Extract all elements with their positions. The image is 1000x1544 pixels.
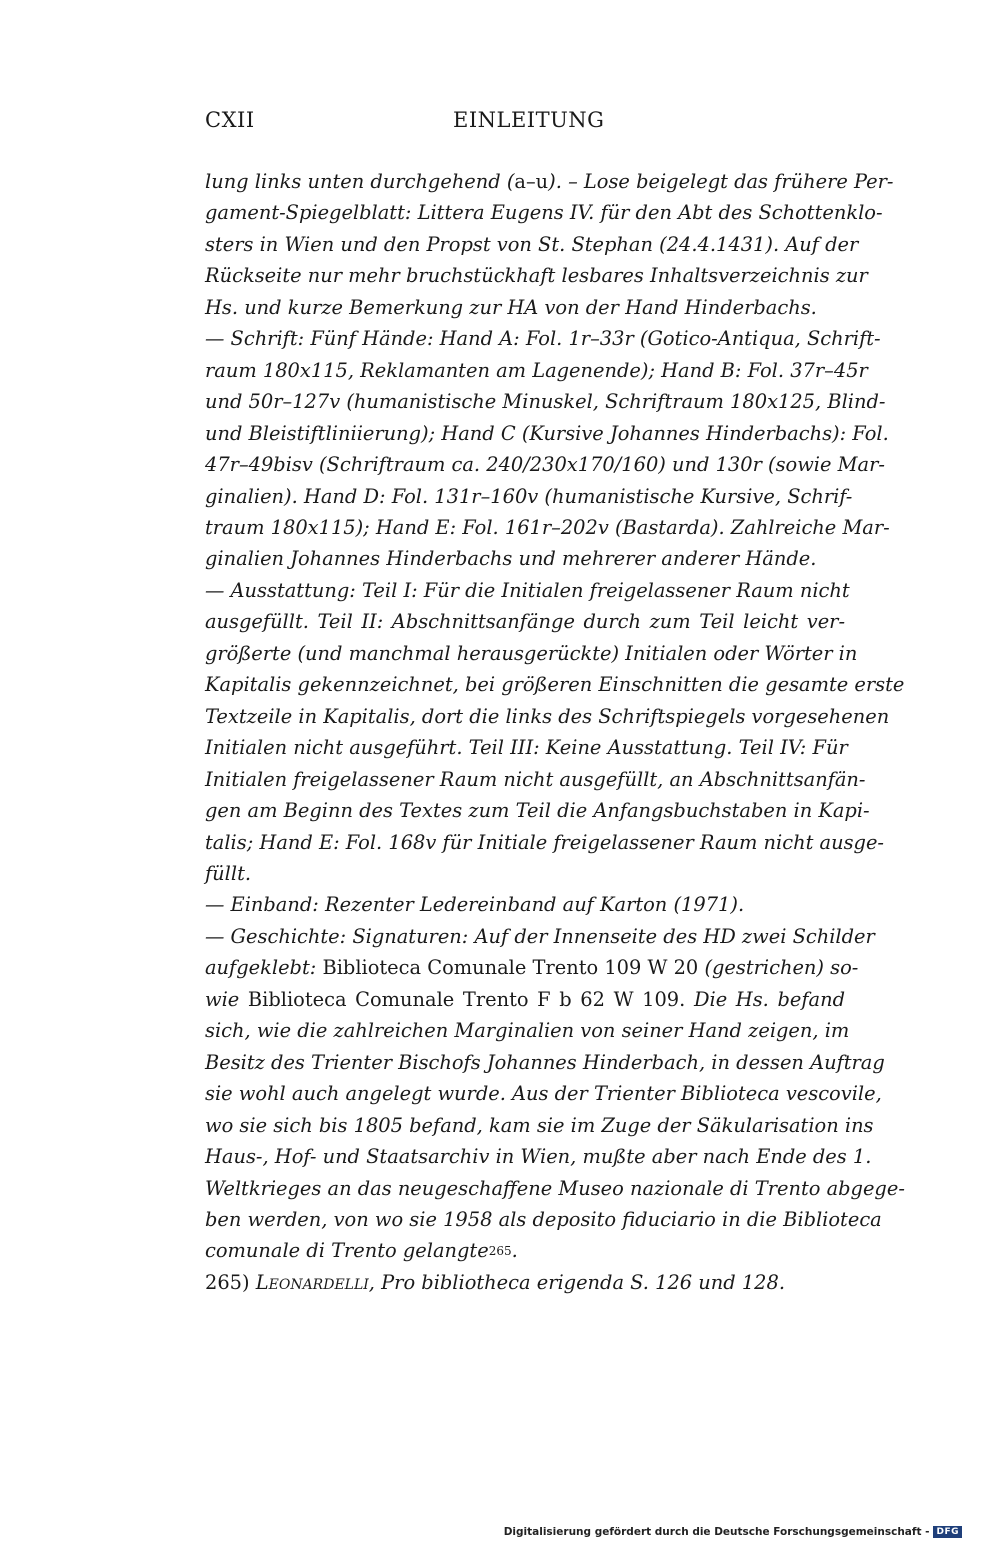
text-segment: lung links unten durchgehend ( xyxy=(205,170,515,193)
text-line xyxy=(205,1015,850,1046)
text-segment: und 50r–127v (humanistische Minuskel, Schriftraum 180x125, Blind- xyxy=(205,390,886,414)
text-segment: sters in Wien und den Propst von St. Stephan (24.4.1431). Auf der xyxy=(205,232,859,256)
text-segment: Textzeile in Kapitalis, dort die links des Schriftspiegels vorgesehenen xyxy=(205,704,890,728)
text-segment: wie xyxy=(205,987,248,1011)
text-segment: talis; Hand E: Fol. 168v für Initiale freigelassener Raum nicht ausge- xyxy=(205,830,884,854)
text-line xyxy=(205,638,858,669)
digitization-credit xyxy=(504,1526,962,1538)
text-line xyxy=(205,952,859,983)
text-line xyxy=(205,1173,905,1204)
footnote xyxy=(205,1268,845,1298)
text-segment: . xyxy=(511,1239,518,1263)
text-line xyxy=(205,732,848,763)
text-line xyxy=(205,701,890,732)
text-segment: und Bleistiftliniierung); Hand C (Kursive Johannes Hinderbachs): Fol. xyxy=(205,421,889,445)
text-line xyxy=(205,1078,882,1109)
text-segment: — Ausstattung: Teil I: Für die Initialen freigelassener Raum nicht xyxy=(205,578,850,602)
text-segment: aufgeklebt: xyxy=(205,956,323,980)
text-segment: raum 180x115, Reklamanten am Lagenende); Hand B: Fol. 37r–45r xyxy=(205,358,868,382)
text-segment: Initialen freigelassener Raum nicht ausgefüllt, an Abschnittsanfän- xyxy=(205,767,866,791)
text-line xyxy=(205,418,889,449)
text-line xyxy=(205,921,875,952)
text-segment: gament-Spiegelblatt: Littera Eugens IV. für den Abt des Schottenklo- xyxy=(205,201,883,225)
text-segment: sich, wie die zahlreichen Marginalien von seiner Hand zeigen, im xyxy=(205,1019,850,1043)
text-segment: größerte (und manchmal herausgerückte) Initialen oder Wörter in xyxy=(205,641,858,665)
text-segment: füllt. xyxy=(205,861,252,885)
text-line xyxy=(205,386,886,417)
text-line xyxy=(205,1235,845,1266)
text-segment: — Schrift: Fünf Hände: Hand A: Fol. 1r–33r (Gotico-Antiqua, Schrift- xyxy=(205,327,881,351)
text-line xyxy=(205,984,845,1015)
text-segment: Hs. und kurze Bemerkung zur HA von der Hand Hinderbachs. xyxy=(205,295,817,319)
text-segment: — Einband: Rezenter Ledereinband auf Karton (1971). xyxy=(205,893,745,917)
text-segment: comunale di Trento gelangte xyxy=(205,1239,489,1263)
text-line xyxy=(205,606,845,637)
text-line xyxy=(205,669,905,700)
text-segment: ginalien Johannes Hinderbachs und mehrerer anderer Hände. xyxy=(205,547,817,571)
text-line xyxy=(205,449,885,480)
text-line xyxy=(205,197,883,228)
footnote-number: 265) xyxy=(205,1271,256,1294)
text-line xyxy=(205,1141,872,1172)
text-segment: Kapitalis gekennzeichnet, bei größeren Einschnitten die gesamte erste xyxy=(205,673,905,697)
text-segment: sie wohl auch angelegt wurde. Aus der Trienter Biblioteca vescovile, xyxy=(205,1082,882,1106)
footnote-author: Leonardelli xyxy=(255,1271,369,1294)
text-segment: Biblioteca Comunale Trento F b 62 W 109. xyxy=(247,987,694,1011)
running-title: EINLEITUNG xyxy=(453,108,605,132)
text-line xyxy=(205,543,845,574)
text-segment: Weltkrieges an das neugeschaffene Museo nazionale di Trento abgege- xyxy=(205,1176,905,1200)
text-line xyxy=(205,827,884,858)
text-line xyxy=(205,795,870,826)
text-segment: Die Hs. befand xyxy=(693,987,845,1011)
text-line xyxy=(205,355,868,386)
text-line xyxy=(205,323,881,354)
text-line xyxy=(205,1110,874,1141)
text-segment: a–u xyxy=(514,170,549,193)
text-segment: gen am Beginn des Textes zum Teil die Anfangsbuchstaben in Kapi- xyxy=(205,799,870,823)
text-line xyxy=(205,481,853,512)
text-segment: traum 180x115); Hand E: Fol. 161r–202v (Bastarda). Zahlreiche Mar- xyxy=(205,515,890,539)
footnote-ref: 265 xyxy=(488,1244,512,1259)
text-line xyxy=(205,260,868,291)
text-segment: 47r–49bisv (Schriftraum ca. 240/230x170/160) und 130r (sowie Mar- xyxy=(205,453,885,477)
text-segment: (gestrichen) so- xyxy=(704,956,859,980)
text-segment: Rückseite nur mehr bruchstückhaft lesbares Inhaltsverzeichnis zur xyxy=(205,264,868,288)
text-segment: — Geschichte: Signaturen: Auf der Innenseite des HD zwei Schilder xyxy=(205,924,875,948)
text-segment: ausgefüllt. Teil II: Abschnittsanfänge durch zum Teil leicht ver- xyxy=(205,610,845,634)
text-line xyxy=(205,575,850,606)
text-line xyxy=(205,512,890,543)
text-segment: ginalien). Hand D: Fol. 131r–160v (humanistische Kursive, Schrif- xyxy=(205,484,853,508)
text-line xyxy=(205,889,845,920)
text-line xyxy=(205,166,894,197)
text-line xyxy=(205,229,859,260)
text-segment: Initialen nicht ausgeführt. Teil III: Keine Ausstattung. Teil IV: Für xyxy=(205,736,848,760)
main-text xyxy=(205,166,905,1267)
text-segment: wo sie sich bis 1805 befand, kam sie im Zuge der Säkularisation ins xyxy=(205,1113,874,1137)
dfg-logo-icon: DFG xyxy=(933,1526,962,1538)
text-segment: ben werden, von wo sie 1958 als deposito fiduciario in die Biblioteca xyxy=(205,1207,882,1231)
text-segment: Haus-, Hof- und Staatsarchiv in Wien, mußte aber nach Ende des 1. xyxy=(205,1145,872,1169)
text-line xyxy=(205,1204,882,1235)
text-line xyxy=(205,1047,885,1078)
footnote-text: , Pro bibliotheca erigenda S. 126 und 128. xyxy=(368,1271,786,1294)
page-number: CXII xyxy=(205,108,255,132)
text-line xyxy=(205,292,845,323)
text-segment: ). – Lose beigelegt das frühere Per- xyxy=(548,170,894,193)
text-line xyxy=(205,858,845,889)
credit-text: Digitalisierung gefördert durch die Deutsche Forschungsgemeinschaft - xyxy=(503,1526,930,1538)
text-segment: Biblioteca Comunale Trento 109 W 20 xyxy=(322,956,705,980)
text-segment: Besitz des Trienter Bischofs Johannes Hinderbach, in dessen Auftrag xyxy=(205,1050,885,1074)
text-line xyxy=(205,764,866,795)
